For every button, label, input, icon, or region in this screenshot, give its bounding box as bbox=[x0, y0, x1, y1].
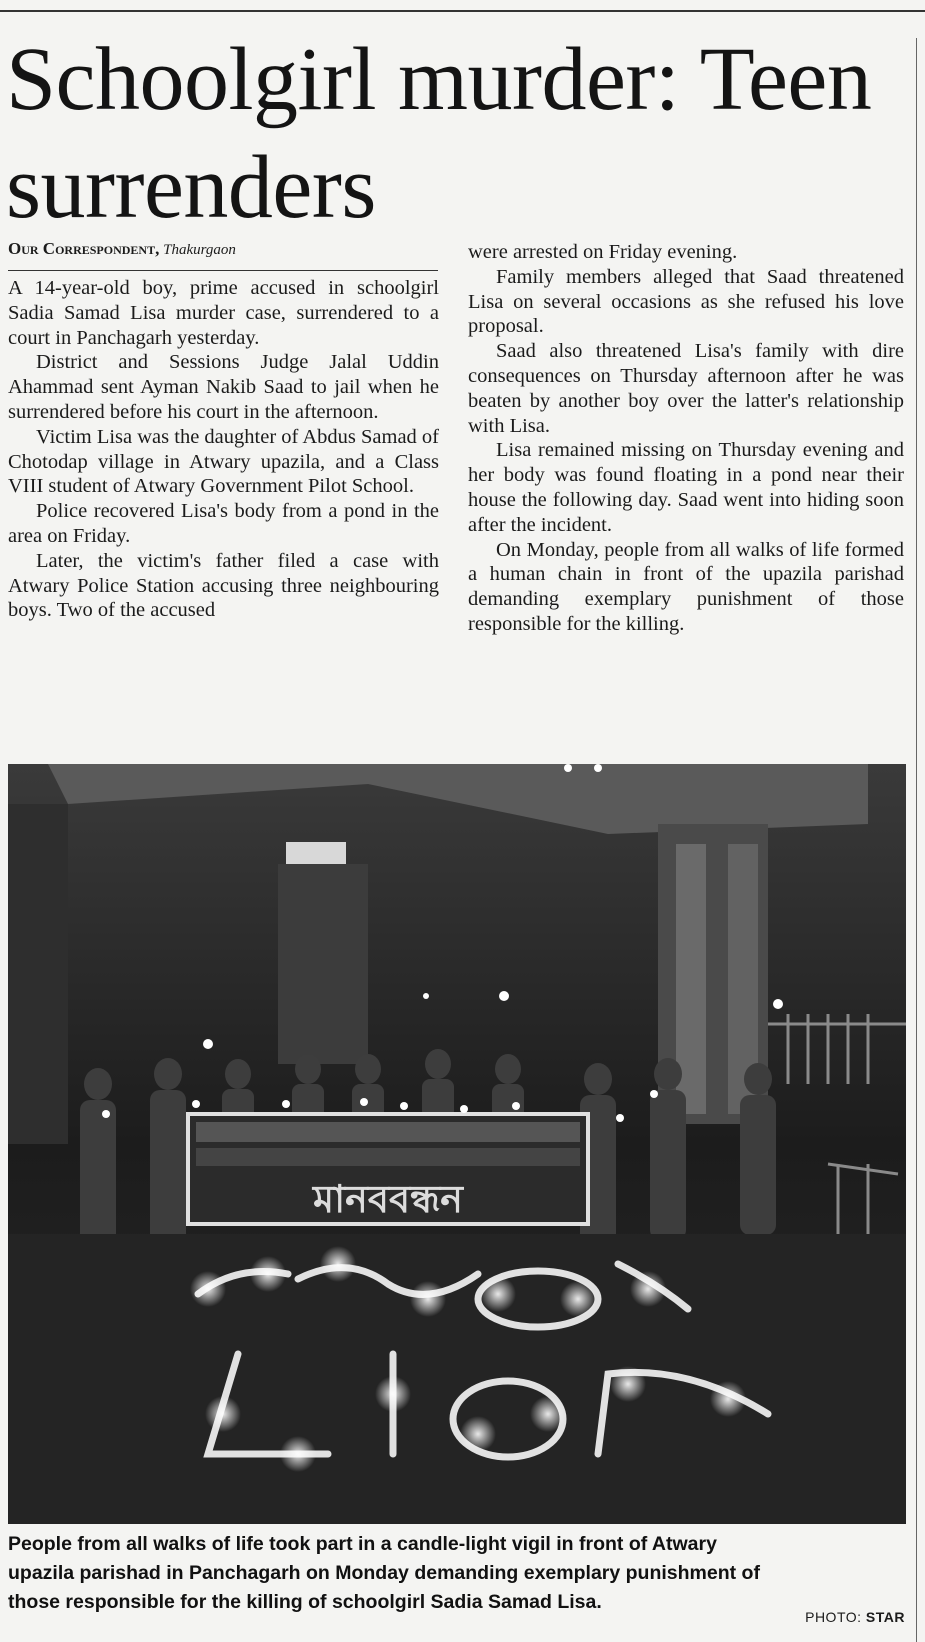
article-paragraph: Family members alleged that Saad threatened Lisa on several occasions as she refused his love proposal. bbox=[468, 265, 904, 338]
byline bbox=[8, 240, 438, 259]
photo-caption: People from all walks of life took part in a candle-light vigil in front of Atwary upazila parishad in Panchagarh on Monday demanding exemplary punishment of those responsible for the killing of schoolgirl Sadia Samad Lisa. bbox=[8, 1533, 760, 1613]
article-paragraph: Police recovered Lisa's body from a pond in the area on Friday. bbox=[8, 500, 439, 547]
protest-banner bbox=[188, 1114, 588, 1224]
byline-rule bbox=[8, 270, 438, 271]
article-paragraph: were arrested on Friday evening. bbox=[468, 241, 738, 263]
signboard bbox=[286, 842, 346, 864]
byline-name: Our Correspondent, bbox=[8, 239, 160, 258]
banner-text: মানববন্ধন bbox=[313, 1177, 463, 1221]
photo-credit-prefix: PHOTO: bbox=[805, 1609, 862, 1625]
article-paragraph: Later, the victim's father filed a case with Atwary Police Station accusing three neighbouring boys. Two of the accused bbox=[8, 549, 439, 622]
vigil-photo-illustration bbox=[8, 764, 906, 1524]
byline-place: Thakurgaon bbox=[163, 242, 236, 258]
article-paragraph: A 14-year-old boy, prime accused in schoolgirl Sadia Samad Lisa murder case, surrendered to a court in Panchagarh yesterday. bbox=[8, 277, 439, 349]
top-rule bbox=[0, 10, 925, 12]
vigil-photo bbox=[8, 764, 906, 1524]
photo-credit bbox=[805, 1609, 905, 1625]
article-column-left bbox=[8, 276, 439, 623]
photo-credit-source: STAR bbox=[865, 1609, 905, 1625]
article-paragraph: Lisa remained missing on Thursday evening and her body was found floating in a pond near their house the following day. Saad went into hiding soon after the incident. bbox=[468, 439, 904, 536]
column-rule bbox=[916, 38, 917, 1642]
headline: Schoolgirl murder: Teen surrenders bbox=[6, 30, 872, 237]
article-paragraph: Saad also threatened Lisa's family with dire consequences on Thursday afternoon after he was beaten by another boy over the latter's relationship with Lisa. bbox=[468, 340, 904, 437]
article-paragraph: District and Sessions Judge Jalal Uddin Ahammad sent Ayman Nakib Saad to jail when he surrendered before his court in the afternoon. bbox=[8, 351, 439, 423]
article-column-right bbox=[468, 240, 904, 637]
article-paragraph: Victim Lisa was the daughter of Abdus Samad of Chotodap village in Atwary upazila, and a Class VIII student of Atwary Government Pilot School. bbox=[8, 425, 439, 498]
article-paragraph: On Monday, people from all walks of life formed a human chain in front of the upazila parishad demanding exemplary punishment of those responsible for the killing. bbox=[468, 538, 904, 635]
